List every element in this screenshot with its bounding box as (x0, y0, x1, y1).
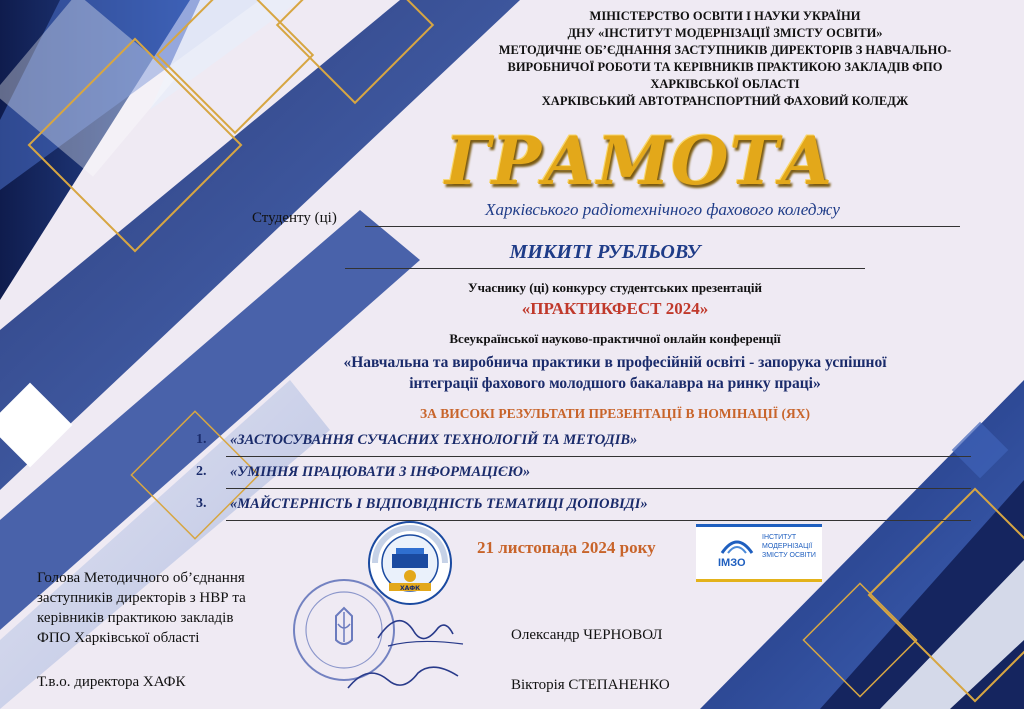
director-title: Т.в.о. директора ХАФК (37, 674, 186, 690)
conference-topic-line1: «Навчальна та виробнича практики в професійній освіті - запорука успішної (343, 354, 887, 371)
imzo-abbr: ІМЗО (718, 557, 746, 569)
list-item (196, 462, 971, 491)
nomination-text: «МАЙСТЕРНІСТЬ І ВІДПОВІДНІСТЬ ТЕМАТИЦІ ДОПОВІДІ» (230, 496, 648, 512)
award-date: 21 листопада 2024 року (477, 538, 656, 557)
svg-text:ХАФК: ХАФК (399, 585, 421, 592)
head-title-line4: ФПО Харківської області (37, 630, 200, 646)
award-text: ЗА ВИСОКІ РЕЗУЛЬТАТИ ПРЕЗЕНТАЦІЇ В НОМІНАЦІЇ (ЯХ) (419, 406, 810, 421)
recipient-name: МИКИТІ РУБЛЬОВУ (509, 241, 701, 263)
imzo-logo (696, 524, 822, 582)
conference-topic-line2: інтеграції фахового молодшого бакалавра на ринку праці» (409, 375, 821, 392)
nominations-list (196, 430, 971, 523)
header-institute: ДНУ «ІНСТИТУТ МОДЕРНІЗАЦІЇ ЗМІСТУ ОСВІТИ» (567, 26, 883, 40)
conference-text: Всеукраїнської науково-практичної онлайн конференції (449, 331, 781, 346)
recipient-college-line (365, 226, 960, 227)
nomination-number: 3. (196, 496, 207, 511)
imzo-name: ІНСТИТУТ МОДЕРНІЗАЦІЇ ЗМІСТУ ОСВІТИ (762, 534, 816, 559)
director-name: Вікторія СТЕПАНЕНКО (511, 677, 670, 693)
header-region: ХАРКІВСЬКОЇ ОБЛАСТІ (650, 77, 800, 91)
header-ministry: МІНІСТЕРСТВО ОСВІТИ І НАУКИ УКРАЇНИ (589, 9, 861, 23)
header-college: ХАРКІВСЬКИЙ АВТОТРАНСПОРТНИЙ ФАХОВИЙ КОЛЕДЖ (541, 94, 909, 108)
list-item (196, 430, 971, 458)
contest-name: «ПРАКТИКФЕСТ 2024» (521, 299, 709, 318)
official-stamp (288, 568, 498, 703)
nomination-underline (226, 456, 971, 457)
nomination-number: 1. (196, 432, 207, 447)
nomination-number: 2. (196, 464, 207, 479)
imzo-emblem-icon (720, 535, 754, 555)
list-item (196, 494, 971, 523)
header-association-2: ВИРОБНИЧОЇ РОБОТИ ТА КЕРІВНИКІВ ПРАКТИКОЮ ЗАКЛАДІВ ФПО (507, 60, 943, 74)
recipient-label: Студенту (ці) (252, 210, 337, 226)
participant-text: Учаснику (ці) конкурсу студентських презентацій (468, 280, 762, 295)
nomination-underline (226, 488, 971, 489)
header-association-1: МЕТОДИЧНЕ ОБ’ЄДНАННЯ ЗАСТУПНИКІВ ДИРЕКТОРІВ З НАВЧАЛЬНО- (498, 43, 952, 57)
recipient-name-line (345, 268, 865, 269)
nomination-text: «УМІННЯ ПРАЦЮВАТИ З ІНФОРМАЦІЄЮ» (230, 464, 531, 480)
head-name: Олександр ЧЕРНОВОЛ (511, 627, 663, 643)
nomination-text: «ЗАСТОСУВАННЯ СУЧАСНИХ ТЕХНОЛОГІЙ ТА МЕТОДІВ» (230, 432, 638, 448)
head-title-line3: керівників практикою закладів (37, 610, 234, 626)
head-title-line1: Голова Методичного об’єднання (37, 570, 245, 586)
nomination-underline (226, 520, 971, 521)
head-title-line2: заступників директорів з НВР та (37, 590, 246, 606)
recipient-college: Харківського радіотехнічного фахового коледжу (485, 200, 840, 219)
certificate-title: ГРАМОТА (445, 122, 835, 200)
